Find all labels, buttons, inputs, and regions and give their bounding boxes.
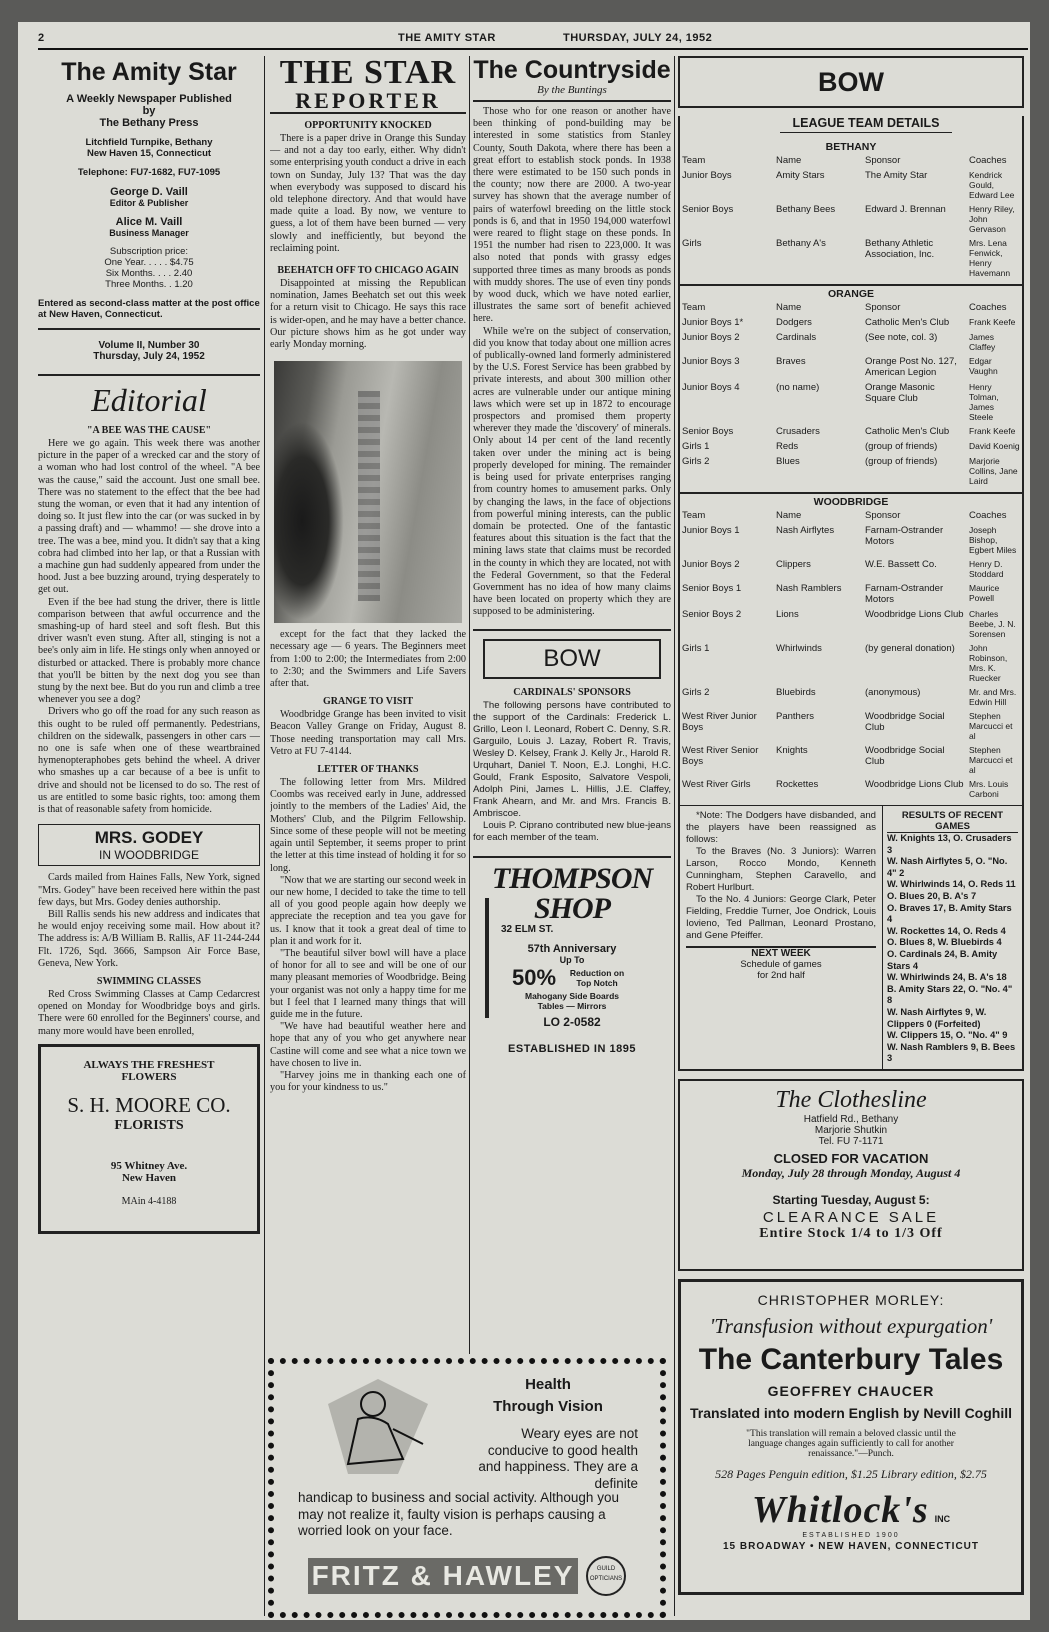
table-header-row xyxy=(680,153,1022,168)
column-3 xyxy=(473,56,671,1356)
table-row xyxy=(680,330,1022,354)
result-item: O. Braves 17, B. Amity Stars 4 xyxy=(887,902,1012,925)
table-row xyxy=(680,709,1022,743)
header-date: THURSDAY, JULY 24, 1952 xyxy=(563,32,713,44)
clothesline-phone: Tel. FU 7-1171 xyxy=(818,1135,884,1147)
masthead-box xyxy=(38,58,260,376)
reporter-title-top: THE STAR xyxy=(279,56,457,91)
reporter-title-bottom: REPORTER xyxy=(295,88,441,113)
postal-notice: Entered as second-class matter at the post office at New Haven, Connecticut. xyxy=(38,298,260,330)
reporter-paragraph: There is a paper drive in Orange this Sunday — and not a day too early, either. Why didn't some enterprising youth conduct a drive in each town on Sunday, July 13? That was the day when everybody was supposed to discard his old telephone directory. And that would have made quite a load. By now, we venture to guess, a lot of them have been burned — very slowly and inefficiently, but beyond the reclaiming point. xyxy=(270,133,466,254)
column-header: Name xyxy=(776,510,802,521)
table-cell: James Claffey xyxy=(969,332,996,352)
volume-number: Volume II, Number 30 xyxy=(98,340,200,351)
clothesline-ad xyxy=(678,1079,1024,1271)
cardinals-sponsors-paragraph: The following persons have contributed to the support of the Cardinals: Frederick L. Grillo, Leon I. Leonard, Robert C. Denny, S.R. Garguilo, Louis J. Lazay, Robert R. Travis, Wesley D. Kelsey, Frank J. Kelly Jr., Harold R. Urquhart, Daniel T. Noon, E.J. Longhi, H.C. Gould, Frank Esposito, Salvatore Vespoli, Adolph Pini, James L. Hillis, J.E. Claffey, Frank Ahearn, and Mr. and Mrs. Francis B. Ambriscoe. xyxy=(473,699,671,819)
table-cell: Lions xyxy=(776,609,799,620)
league-subtitle: LEAGUE TEAM DETAILS xyxy=(780,116,952,133)
letter-paragraph: "Harvey joins me in thanking each one of you for your kindness to us." xyxy=(270,1069,466,1094)
reporter-paragraph: Disappointed at missing the Republican nomination, James Beehatch set out this week for a return visit to Chicago. He says this race is wider-open, and he may have a better chance. Our picture shows him as he got under way early Monday morning. xyxy=(270,278,466,351)
table-cell: Maurice Powell xyxy=(969,583,1000,603)
woman-illustration xyxy=(318,1374,438,1484)
table-row xyxy=(680,315,1022,330)
bethany-table xyxy=(680,153,1022,280)
result-item: W. Nash Airflytes 9, W. Clippers 0 (Forfeited) xyxy=(887,1006,987,1029)
subscription-title: Subscription price: xyxy=(109,246,189,257)
table-cell: Woodbridge Social Club xyxy=(865,711,945,733)
moore-florist-ad xyxy=(38,1044,260,1234)
swimming-title: SWIMMING CLASSES xyxy=(96,975,202,987)
table-cell: (by general donation) xyxy=(865,643,955,654)
table-cell: Edgar Vaughn xyxy=(969,356,998,376)
table-row xyxy=(680,685,1022,709)
next-week-line: Schedule of games xyxy=(740,959,822,970)
whitlock-author: CHRISTOPHER MORLEY: xyxy=(757,1291,945,1308)
reporter-headline: GRANGE TO VISIT xyxy=(322,696,414,708)
fritz-body-1: Weary eyes are not conducive to good health and happiness. They are a definite xyxy=(478,1426,638,1491)
table-cell: (group of friends) xyxy=(865,441,938,452)
results-list xyxy=(887,833,1018,1065)
countryside-paragraph: While we're on the subject of conservation, did you know that today about one million acres of publically-owned land formerly administered by the U.S. Forest Service has been grabbed by private interests, and about 300 million other acres are vulnerable under our antique mining laws which were set up in 1872 to encourage prospectors and promised them property wherever they made the 'discovery' of minerals. Only about 14 per cent of the land recently taken over under the mining act is being properly developed for mining. The remainder is being used for private enterprises ranging from country homes to amusement parks. Only by changing the laws, in the face of objections from powerful mining interests, can the public domain be protected. One of the fantastic features about this situation is the fact that the mining laws state that claims must be recorded in the county in which they are located, not with the Federal Government, so that the Federal Government has no idea of how many claims have been located on property which they are supposed to be administering. xyxy=(473,325,671,618)
next-week-line: for 2nd half xyxy=(757,970,805,981)
table-cell: Junior Boys 2 xyxy=(682,559,740,570)
table-cell: Knights xyxy=(776,745,808,756)
table-cell: Cardinals xyxy=(776,332,817,343)
letter-paragraph: "We have had beautiful weather here and hope that any of you who get anywhere near Castine will come and see what a nice town we have chosen to live in. xyxy=(270,1021,466,1069)
whitlock-address: 15 BROADWAY • NEW HAVEN, CONNECTICUT xyxy=(722,1540,979,1552)
guild-seal-icon: GUILD OPTICIANS xyxy=(586,1556,626,1596)
table-row xyxy=(680,523,1022,557)
table-cell: Catholic Men's Club xyxy=(865,317,950,328)
clothesline-starting: Starting Tuesday, August 5: xyxy=(772,1192,930,1207)
table-row xyxy=(680,641,1022,685)
table-cell: Junior Boys xyxy=(682,170,732,181)
whitlock-blurb: "This translation will remain a beloved classic until the language changes again sufficiently to call for another renaissance."—Punch. xyxy=(746,1428,956,1459)
fritz-body-2: handicap to business and social activity. Although you may not realize it, faulty vision is perhaps causing a worried look on your face. xyxy=(298,1490,619,1538)
table-cell: Panthers xyxy=(776,711,815,722)
whitlock-ad xyxy=(678,1279,1024,1595)
florist-name: S. H. MOORE CO. xyxy=(67,1092,231,1117)
table-cell: Mrs. Louis Carboni xyxy=(969,779,1009,799)
column-header: Team xyxy=(682,510,706,521)
clothesline-address: Hatfield Rd., Bethany xyxy=(803,1113,899,1125)
table-cell: Bethany Bees xyxy=(776,204,836,215)
florist-phone: MAin 4-4188 xyxy=(121,1195,177,1207)
header-paper-name: THE AMITY STAR xyxy=(398,32,496,44)
table-cell: David Koenig xyxy=(969,441,1020,451)
result-item: W. Whirlwinds 24, B. A's 18 xyxy=(887,972,1007,983)
column-header: Coaches xyxy=(969,155,1007,166)
table-row xyxy=(680,236,1022,280)
thompson-rule xyxy=(485,898,489,1018)
table-cell: Whirlwinds xyxy=(776,643,822,654)
table-cell: Frank Keefe xyxy=(969,317,1016,327)
page-header xyxy=(38,32,1028,50)
letter-paragraph: The following letter from Mrs. Mildred Coombs was received early in June, addressed jointly to the members of the Ladies' Aid, the Mothers' Club, and the Pilgrim Fellowship. Since some of these people will not be meeting again until September, it seems proper to print the letter at this time instead of holding it for so long. xyxy=(270,777,466,874)
table-cell: (no name) xyxy=(776,382,820,393)
reporter-header xyxy=(270,56,466,114)
result-item: O. Cardinals 24, B. Amity Stars 4 xyxy=(887,948,998,971)
thompson-percent: 50% xyxy=(511,964,557,990)
column-rule xyxy=(674,56,675,1616)
result-item: W. Knights 13, O. Crusaders 3 xyxy=(887,833,1012,855)
table-header-row xyxy=(680,300,1022,315)
table-cell: Junior Boys 1* xyxy=(682,317,744,328)
paper-title: The Amity Star xyxy=(61,58,237,86)
dodgers-note xyxy=(680,806,883,1069)
table-row xyxy=(680,424,1022,439)
results-box xyxy=(883,806,1022,1069)
result-item: O. Blues 8, W. Bluebirds 4 xyxy=(887,937,1002,948)
ad-line: ALWAYS THE FRESHEST xyxy=(83,1058,215,1071)
table-cell: Senior Boys xyxy=(682,204,734,215)
bow-big-title: BOW xyxy=(678,56,1024,108)
thompson-address: 32 ELM ST. xyxy=(501,923,554,935)
table-row xyxy=(680,581,1022,607)
column-2 xyxy=(270,56,466,1356)
table-cell: Girls 1 xyxy=(682,441,710,452)
thompson-established: ESTABLISHED IN 1895 xyxy=(508,1042,636,1055)
woodbridge-table xyxy=(680,508,1022,801)
clothesline-stock: Entire Stock 1/4 to 1/3 Off xyxy=(759,1225,943,1241)
table-cell: Bethany A's xyxy=(776,238,826,249)
table-cell: Mr. and Mrs. Edwin Hill xyxy=(969,687,1017,707)
result-item: B. Amity Stars 22, O. "No. 4" 8 xyxy=(887,983,1013,1006)
table-cell: The Amity Star xyxy=(865,170,928,181)
countryside-header xyxy=(473,56,671,102)
table-cell: Crusaders xyxy=(776,426,820,437)
orange-table xyxy=(680,300,1022,488)
whitlock-store-name: Whitlock's xyxy=(751,1488,929,1531)
table-cell: Farnam-Ostrander Motors xyxy=(865,525,944,547)
table-row xyxy=(680,743,1022,777)
editor-role: Editor & Publisher xyxy=(109,198,189,208)
table-cell: Senior Boys 1 xyxy=(682,583,742,594)
publisher: The Bethany Press xyxy=(99,117,199,129)
whitlock-poet: GEOFFREY CHAUCER xyxy=(767,1382,935,1399)
thompson-name: THOMPSON SHOP xyxy=(491,861,653,925)
table-row xyxy=(680,439,1022,454)
reporter-headline: LETTER OF THANKS xyxy=(317,764,419,776)
whitlock-quote: 'Transfusion without expurgation' xyxy=(709,1313,993,1338)
table-cell: Woodbridge Lions Club xyxy=(865,609,964,620)
town-heading-woodbridge: WOODBRIDGE xyxy=(813,496,889,508)
table-row xyxy=(680,380,1022,424)
editorial-heading: Editorial xyxy=(91,382,207,418)
bow-small-title: BOW xyxy=(483,639,661,679)
result-item: W. Nash Ramblers 9, B. Bees 3 xyxy=(887,1041,1016,1064)
table-cell: Farnam-Ostrander Motors xyxy=(865,583,944,605)
page-number: 2 xyxy=(38,32,45,44)
clothesline-name: The Clothesline xyxy=(775,1086,927,1113)
table-cell: Dodgers xyxy=(776,317,812,328)
countryside-paragraph: Those who for one reason or another have been thinking of pond-building may be interested in some statistics from Stanley County, South Dakota, where there has been a great effort to establish stock ponds. In 1938 there were estimated to be 150 such ponds in the county; now there are 2000. A two-year survey has shown that the average number of pairs of waterfowl breeding on the little stock ponds is 6, and that in 1950 194,000 waterfowl were reared to flight stage on these ponds. In 1951 the number had risen to 223,000. It was also noted that ponds with grassy edges supported three times as many broods as ponds with muddy shores. The use of even tiny ponds by wood duck, which we have noted earlier, illustrates the same sort of benefit achieved here. xyxy=(473,106,671,325)
note-paragraph: To the Braves (No. 3 Juniors): Warren Larson, Rocco Mondo, Kenneth Cunningham, Stephen Caravello, and Robert Hurlburt. xyxy=(686,846,876,893)
column-header: Team xyxy=(682,302,706,313)
table-cell: Henry Tolman, James Steele xyxy=(969,382,999,422)
table-cell: John Robinson, Mrs. K. Ruecker xyxy=(969,643,1008,683)
table-cell: (See note, col. 3) xyxy=(865,332,938,343)
thompson-upto: Up To xyxy=(559,954,585,965)
swimming-paragraph: Red Cross Swimming Classes at Camp Cedarcrest opened on Monday for Woodbridge boys and girls. There were 60 enrolled for the Beginners' course, and many more would have been enrolled, xyxy=(38,988,260,1037)
thompson-items: Mahogany Side Boards Tables — Mirrors xyxy=(525,990,619,1011)
manager-name: Alice M. Vaill xyxy=(115,216,183,228)
fritz-hawley-ad xyxy=(268,1358,668,1618)
result-item: W. Whirlwinds 14, O. Reds 11 xyxy=(887,879,1016,890)
table-row xyxy=(680,454,1022,488)
clothesline-closed: CLOSED FOR VACATION xyxy=(773,1150,929,1166)
result-item: W. Clippers 15, O. "No. 4" 9 xyxy=(887,1030,1008,1041)
fritz-title-1: Health xyxy=(525,1376,571,1393)
address-line: New Haven 15, Connecticut xyxy=(86,148,212,159)
table-cell: Stephen Marcucci et al xyxy=(969,711,1013,741)
table-cell: Henry Riley, John Gervason xyxy=(969,204,1015,234)
column-rule xyxy=(264,56,265,1616)
result-item: O. Blues 20, B. A's 7 xyxy=(887,890,977,901)
next-week-heading: NEXT WEEK xyxy=(686,946,876,959)
by-line: by xyxy=(142,105,156,117)
note-paragraph: To the No. 4 Juniors: George Clark, Peter Fielding, Freddie Turner, Joe Ondrick, Louis Iovieno, Ted Pallman, Leonard Prostano, and Gene Pfeiffer. xyxy=(686,894,876,941)
table-cell: Junior Boys 2 xyxy=(682,332,740,343)
table-header-row xyxy=(680,508,1022,523)
results-title: RESULTS OF RECENT GAMES xyxy=(887,810,1018,833)
table-row xyxy=(680,607,1022,641)
table-cell: Girls xyxy=(682,238,702,249)
editorial-paragraph: Even if the bee had stung the driver, there is little comparison between that awful occurrence and the smashing-up of hard steel and soft flesh. But this driver wasn't even stung. After all, stinging is not a bee's only aim in life. He stings only when annoyed or disturbed or attacked. There is probably more chance that you'll be bitten by the next dog you see than stung by the next bee. But do you run and climb a tree whenever you see a dog? xyxy=(38,596,260,706)
table-cell: Nash Airflytes xyxy=(776,525,835,536)
table-cell: Junior Boys 4 xyxy=(682,382,740,393)
countryside-byline: By the Buntings xyxy=(537,84,607,96)
subscription-rate: One Year. . . . . $4.75 xyxy=(104,257,194,268)
league-team-details xyxy=(678,116,1024,1071)
table-cell: Rockettes xyxy=(776,779,819,790)
table-cell: Senior Boys 2 xyxy=(682,609,742,620)
result-item: W. Rockettes 14, O. Reds 4 xyxy=(887,925,1006,936)
letter-paragraph: "The beautiful silver bowl will have a place of honor for all to see and will be one of our many pleasant memories of Woodbridge. Being your organist was not only a happy time for me but I feel that I learned many things that will guide me in the future. xyxy=(270,947,466,1020)
whitlock-book-title: The Canterbury Tales xyxy=(698,1342,1004,1376)
table-cell: West River Senior Boys xyxy=(682,745,759,767)
thompson-discount xyxy=(473,965,671,991)
godey-headline-box xyxy=(38,824,260,866)
whitlock-established: ESTABLISHED 1900 xyxy=(802,1531,900,1539)
town-heading-orange: ORANGE xyxy=(827,288,875,300)
table-cell: Braves xyxy=(776,356,806,367)
table-cell: Orange Post No. 127, American Legion xyxy=(865,356,957,378)
table-cell: West River Girls xyxy=(682,779,751,790)
issue-date: Thursday, July 24, 1952 xyxy=(38,351,260,376)
address-line: Litchfield Turnpike, Bethany xyxy=(85,137,213,148)
table-cell: (anonymous) xyxy=(865,687,921,698)
table-cell: Senior Boys xyxy=(682,426,734,437)
clothesline-dates: Monday, July 28 through Monday, August 4 xyxy=(741,1165,961,1180)
whitlock-prices: 528 Pages Penguin edition, $1.25 Library edition, $2.75 xyxy=(715,1466,987,1481)
town-heading-bethany: BETHANY xyxy=(825,141,877,153)
subscription-rate: Three Months. . 1.20 xyxy=(105,279,193,290)
godey-paragraph: Bill Rallis sends his new address and indicates that he would enjoy receiving some mail. How about it? The address is: A/B William B. Rallis, AF 11-244-244 Flt. 1726, Sqd. 3666, Sampson Air Force Base, Geneva, New York. xyxy=(38,908,260,969)
editorial-paragraph: Drivers who go off the road for any such reason as this ought to be ruled off permanently. Pedestrians, children on the sidewalk, passengers in other cars — no one is safe when one of these weartbrained hymenopteraphobes gets behind the wheel. A driver who smashes up a car because of a bee is unfit to drive and should not be licensed to do so. The rest of us are entitled to some basic rights, too: among them is that of reasonable safety from homicide. xyxy=(38,706,260,816)
table-cell: Girls 1 xyxy=(682,643,710,654)
table-cell: Frank Keefe xyxy=(969,426,1016,436)
letter-paragraph: "Now that we are starting our second week in our new home, I decided to take the time to tell all of you good people again how deeply we appreciate the reception and tea you gave for us. I know that it took a great deal of time to plan it and work for it. xyxy=(270,874,466,947)
column-rule xyxy=(469,56,470,1354)
reporter-paragraph: Woodbridge Grange has been invited to visit Beacon Valley Grange on Friday, August 8. Those needing transportation may call Mrs. Vetro at FU 7-4144. xyxy=(270,709,466,757)
reporter-headline: BEEHATCH OFF TO CHICAGO AGAIN xyxy=(277,265,459,277)
bow-bottom xyxy=(680,805,1022,1069)
table-cell: Bluebirds xyxy=(776,687,816,698)
reporter-headline: OPPORTUNITY KNOCKED xyxy=(304,120,432,131)
tree-silhouette xyxy=(274,421,344,621)
godey-paragraph: Cards mailed from Haines Falls, New York, signed "Mrs. Godey" have been received here within the past few days, but Mrs. Godey denies authorship. xyxy=(38,872,260,908)
whitlock-logo xyxy=(681,1488,1021,1532)
column-header: Name xyxy=(776,302,802,313)
editor-name: George D. Vaill xyxy=(110,186,188,198)
table-cell: W.E. Bassett Co. xyxy=(865,559,937,570)
cardinals-sponsors-heading: CARDINALS' SPONSORS xyxy=(513,686,631,698)
column-header: Sponsor xyxy=(865,155,901,166)
table-cell: Edward J. Brennan xyxy=(865,204,946,215)
manager-role: Business Manager xyxy=(109,228,189,238)
column-header: Coaches xyxy=(969,510,1007,521)
table-row xyxy=(680,557,1022,581)
result-item: W. Nash Airflytes 5, O. "No. 4" 2 xyxy=(887,856,1008,878)
cardinals-sponsors-paragraph: Louis P. Ciprano contributed new blue-jeans for each member of the team. xyxy=(473,819,671,843)
column-header: Sponsor xyxy=(865,302,901,313)
table-cell: Junior Boys 3 xyxy=(682,356,740,367)
table-cell: Mrs. Lena Fenwick, Henry Havemann xyxy=(969,238,1011,278)
godey-subtitle: IN WOODBRIDGE xyxy=(98,848,199,863)
table-cell: Henry D. Stoddard xyxy=(969,559,1004,579)
table-cell: Charles Beebe, J. N. Sorensen xyxy=(969,609,1016,639)
telephone: Telephone: FU7-1682, FU7-1095 xyxy=(77,167,221,178)
beehatch-photo xyxy=(274,361,462,623)
column-4 xyxy=(678,56,1030,1616)
bow-small-section xyxy=(473,629,671,844)
reporter-paragraph: except for the fact that they lacked the necessary age — 6 years. The Beginners meet from 1:00 to 2:00; the Intermediates from 2:00 to 2:30; and the Swimmers and Life Savers after that. xyxy=(270,629,466,690)
table-cell: Stephen Marcucci et al xyxy=(969,745,1013,775)
subscription-rate: Six Months. . . . 2.40 xyxy=(105,268,193,279)
column-header: Sponsor xyxy=(865,510,901,521)
editorial-paragraph: Here we go again. This week there was another picture in the paper of a wrecked car and the story of a woman who had lost control of the wheel. "A bee was the cause," said the account. Just one small bee. There was no statement to the effect that the bee had stung the woman, or even that it had any intention of doing so. It just flew into the car (or was sucked in by a passing draft) and — whammo! — she drove into a tree. The was a bee, mind you. It didn't say that a king cobra had climbed into her lap, or that a Russian with a machine gun had suddenly appeared from under the hood. Just a bee buzzing around, trying desperately to get out. xyxy=(38,438,260,596)
table-row xyxy=(680,168,1022,202)
table-cell: Woodbridge Lions Club xyxy=(865,779,964,790)
table-cell: Nash Ramblers xyxy=(776,583,842,594)
column-header: Name xyxy=(776,155,802,166)
column-header: Coaches xyxy=(969,302,1007,313)
florist-city: New Haven xyxy=(121,1171,177,1184)
table-cell: West River Junior Boys xyxy=(682,711,757,733)
countryside-title: The Countryside xyxy=(473,56,671,84)
table-cell: Blues xyxy=(776,456,800,467)
table-row xyxy=(680,354,1022,380)
table-cell: Marjorie Collins, Jane Laird xyxy=(969,456,1018,486)
whitlock-translator: Translated into modern English by Nevill Coghill xyxy=(689,1404,1013,1421)
florist-type: FLORISTS xyxy=(114,1117,184,1133)
tagline: A Weekly Newspaper Published xyxy=(66,93,232,105)
column-header: Team xyxy=(682,155,706,166)
whitlock-inc: INC xyxy=(934,1513,951,1524)
thompson-phone: LO 2-0582 xyxy=(543,1014,601,1029)
fritz-hawley-name: FRITZ & HAWLEY xyxy=(308,1558,578,1594)
florist-address: 95 Whitney Ave. xyxy=(110,1159,188,1172)
table-row xyxy=(680,777,1022,801)
table-cell: Joseph Bishop, Egbert Miles xyxy=(969,525,1017,555)
table-cell: Reds xyxy=(776,441,799,452)
editorial-title: "A BEE WAS THE CAUSE" xyxy=(86,425,212,436)
table-cell: Kendrick Gould, Edward Lee xyxy=(969,170,1015,200)
newspaper-page xyxy=(18,22,1030,1620)
table-cell: (group of friends) xyxy=(865,456,938,467)
thompson-reduction: Reduction on Top Notch xyxy=(569,967,625,988)
column-1 xyxy=(38,56,260,1616)
table-cell: Clippers xyxy=(776,559,811,570)
clothesline-sale: CLEARANCE SALE xyxy=(762,1208,940,1226)
ad-line: FLOWERS xyxy=(121,1070,177,1083)
table-cell: Girls 2 xyxy=(682,687,710,698)
clothesline-owner: Marjorie Shutkin xyxy=(814,1124,888,1136)
table-cell: Woodbridge Social Club xyxy=(865,745,945,767)
fritz-title-2: Through Vision xyxy=(493,1398,603,1415)
thompson-shop-ad xyxy=(473,856,671,1055)
note-paragraph: *Note: The Dodgers have disbanded, and the players have been reassigned as follows: xyxy=(686,810,876,845)
thompson-anniversary: 57th Anniversary xyxy=(527,942,617,955)
table-cell: Girls 2 xyxy=(682,456,710,467)
table-cell: Orange Masonic Square Club xyxy=(865,382,935,404)
table-row xyxy=(680,202,1022,236)
photo-streak xyxy=(358,391,380,601)
table-cell: Junior Boys 1 xyxy=(682,525,740,536)
godey-title: MRS. GODEY xyxy=(94,828,204,848)
table-cell: Bethany Athletic Association, Inc. xyxy=(865,238,935,260)
table-cell: Catholic Men's Club xyxy=(865,426,950,437)
table-cell: Amity Stars xyxy=(776,170,825,181)
